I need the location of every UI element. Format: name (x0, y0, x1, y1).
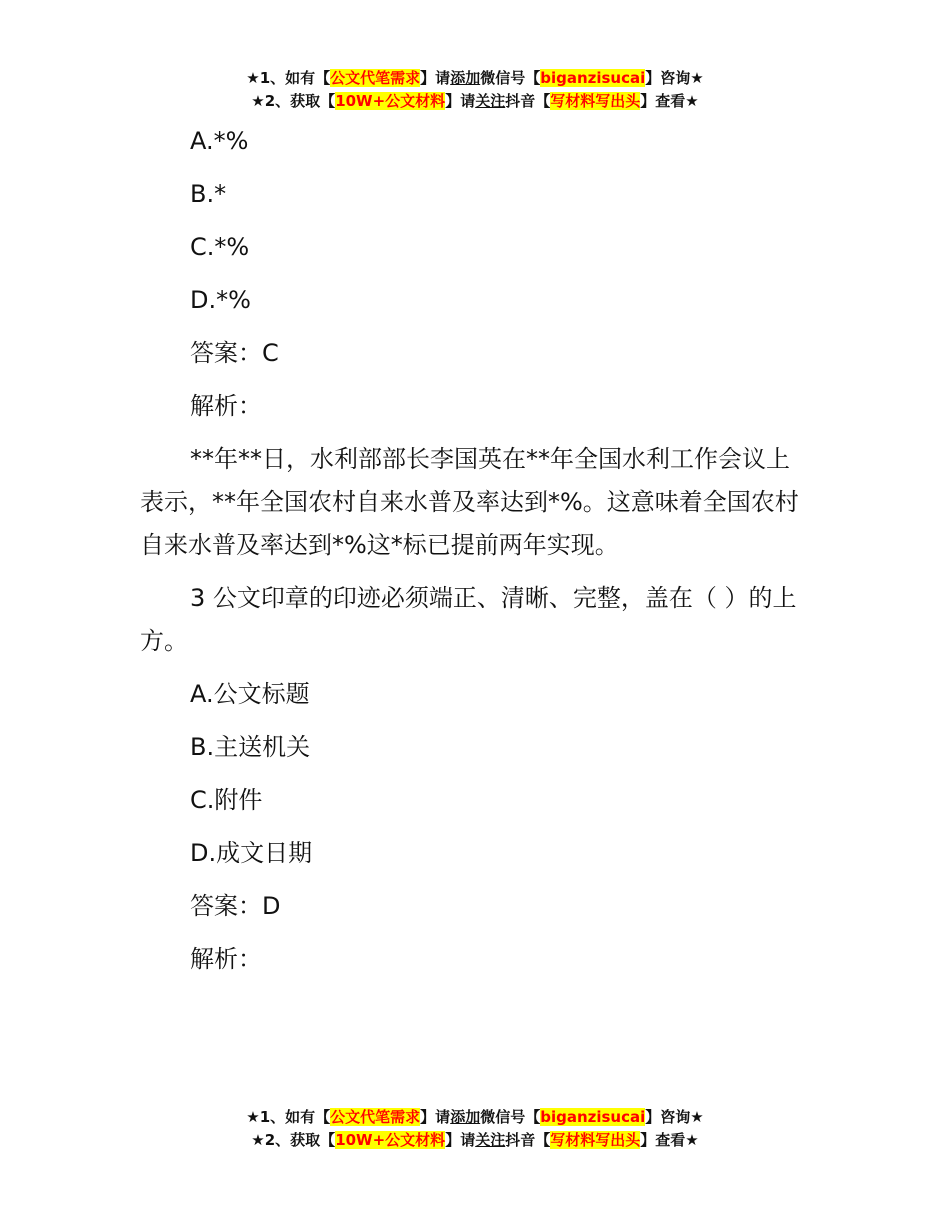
banner-line-2 (0, 90, 950, 113)
banner-text: 】查看★ (640, 92, 699, 110)
banner-text: 】请 (420, 69, 451, 87)
answer: 答案：D (190, 892, 281, 920)
banner-text: 抖音【 (505, 1131, 551, 1149)
banner-line-2 (0, 1129, 950, 1152)
banner-highlight: 公文代笔需求 (330, 1108, 421, 1126)
banner-underline-text: 添加 (450, 1108, 481, 1126)
banner-highlight: 公文代笔需求 (330, 69, 421, 87)
answer: 答案：C (190, 339, 279, 367)
option-b: B.主送机关 (190, 733, 311, 761)
banner-highlight: biganzisucai (540, 69, 646, 87)
banner-text: 】请 (445, 1131, 476, 1149)
banner-text: ★1、如有【 (246, 69, 331, 87)
footer-banner (0, 1106, 950, 1152)
option-d: D.成文日期 (190, 839, 313, 867)
banner-text: 】请 (445, 92, 476, 110)
banner-text: 微信号【 (480, 1108, 541, 1126)
banner-text: ★2、获取【 (251, 92, 336, 110)
banner-text: 】咨询★ (645, 1108, 704, 1126)
option-d: D.*% (190, 286, 251, 314)
banner-text: 】咨询★ (645, 69, 704, 87)
banner-line-1 (0, 1106, 950, 1129)
banner-text: 抖音【 (505, 92, 551, 110)
banner-highlight: biganzisucai (540, 1108, 646, 1126)
banner-highlight: 写材料写出头 (550, 1131, 641, 1149)
banner-text: 】查看★ (640, 1131, 699, 1149)
banner-text: ★1、如有【 (246, 1108, 331, 1126)
analysis-label: 解析： (190, 945, 262, 973)
option-b: B.* (190, 180, 227, 208)
banner-underline-text: 添加 (450, 69, 481, 87)
option-c: C.*% (190, 233, 250, 261)
banner-underline-text: 关注 (475, 92, 506, 110)
option-a: A.公文标题 (190, 680, 310, 708)
analysis-label: 解析： (190, 392, 262, 420)
question-3: 3 公文印章的印迹必须端正、清晰、完整，盖在（ ）的上方。 (140, 584, 797, 655)
banner-line-1 (0, 67, 950, 90)
banner-underline-text: 关注 (475, 1131, 506, 1149)
banner-text: ★2、获取【 (251, 1131, 336, 1149)
banner-text: 微信号【 (480, 69, 541, 87)
banner-highlight: 10W+公文材料 (335, 92, 446, 110)
option-a: A.*% (190, 127, 249, 155)
banner-text: 】请 (420, 1108, 451, 1126)
banner-highlight: 10W+公文材料 (335, 1131, 446, 1149)
option-c: C.附件 (190, 786, 263, 814)
analysis-text: **年**日，水利部部长李国英在**年全国水利工作会议上表示，**年全国农村自来水普及率达到*%。这意味着全国农村自来水普及率达到*%这*标已提前两年实现。 (140, 445, 799, 559)
header-banner (0, 67, 950, 113)
document-body (140, 120, 812, 991)
banner-highlight: 写材料写出头 (550, 92, 641, 110)
